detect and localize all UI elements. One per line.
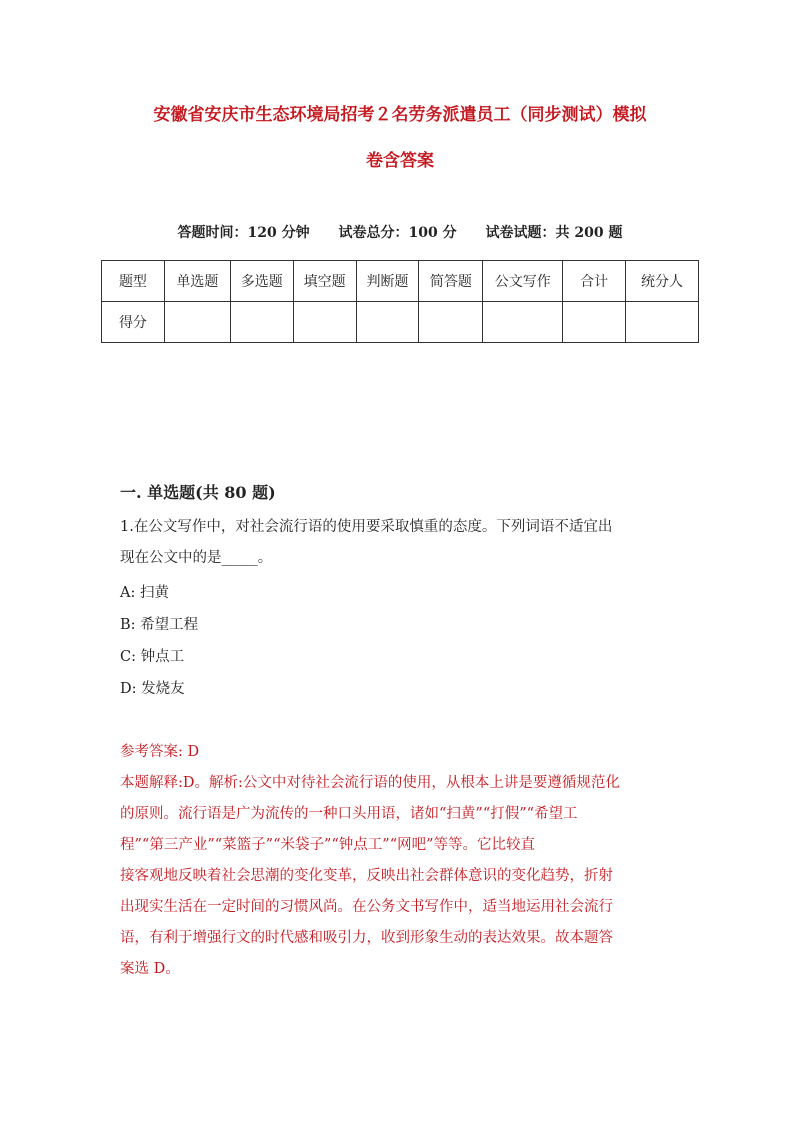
score-cell: [626, 302, 699, 343]
explanation-line: 语，有利于增强行文的时代感和吸引力，收到形象生动的表达效果。故本题答: [120, 930, 613, 946]
score-cell: [483, 302, 563, 343]
document-title: [80, 92, 720, 184]
explanation-line: 接客观地反映着社会思潮的变化变革，反映出社会群体意识的变化趋势，折射: [120, 868, 613, 884]
header-cell: 公文写作: [483, 261, 563, 302]
option-d: D: 发烧友: [120, 681, 185, 697]
section-heading: 一. 单选题(共 80 题): [120, 483, 276, 502]
score-cell: [419, 302, 483, 343]
question-stem: [120, 512, 680, 574]
answer-label: 参考答案: D: [120, 744, 200, 760]
exam-time: 答题时间：120 分钟: [177, 225, 310, 241]
score-cell: [164, 302, 230, 343]
score-table: [101, 260, 699, 343]
header-cell: 多选题: [230, 261, 293, 302]
header-cell: 统分人: [626, 261, 699, 302]
title-line-2: 卷含答案: [366, 151, 434, 171]
score-table-score-row: [102, 302, 699, 343]
explanation-line: 本题解释:D。解析:公文中对待社会流行语的使用，从根本上讲是要遵循规范化: [120, 775, 620, 791]
exam-meta: [0, 222, 800, 242]
score-cell: [293, 302, 356, 343]
header-cell: 合计: [563, 261, 626, 302]
exam-total-score: 试卷总分：100 分: [338, 225, 457, 241]
header-cell: 判断题: [356, 261, 419, 302]
explanation-line: 案选 D。: [120, 961, 180, 977]
score-cell: [356, 302, 419, 343]
row-label-cell: 得分: [102, 302, 165, 343]
answer-block: [120, 737, 690, 985]
score-cell: [230, 302, 293, 343]
header-cell: 单选题: [164, 261, 230, 302]
option-c: C: 钟点工: [120, 649, 185, 665]
question-line: 现在公文中的是_____。: [120, 550, 273, 566]
question-line: 1.在公文写作中，对社会流行语的使用要采取慎重的态度。下列词语不适宜出: [120, 519, 613, 535]
header-cell: 题型: [102, 261, 165, 302]
explanation-line: 的原则。流行语是广为流传的一种口头用语，诸如“扫黄”“打假”“希望工: [120, 806, 578, 822]
explanation-line: 程”“第三产业”“菜篮子”“米袋子”“钟点工”“网吧”等等。它比较直: [120, 837, 536, 853]
option-b: B: 希望工程: [120, 617, 199, 633]
score-table-header-row: [102, 261, 699, 302]
explanation-line: 出现实生活在一定时间的习惯风尚。在公务文书写作中，适当地运用社会流行: [120, 899, 613, 915]
score-cell: [563, 302, 626, 343]
exam-question-count: 试卷试题：共 200 题: [485, 225, 623, 241]
header-cell: 填空题: [293, 261, 356, 302]
header-cell: 简答题: [419, 261, 483, 302]
option-a: A: 扫黄: [120, 585, 169, 601]
title-line-1: 安徽省安庆市生态环境局招考２名劳务派遣员工（同步测试）模拟: [153, 105, 647, 125]
